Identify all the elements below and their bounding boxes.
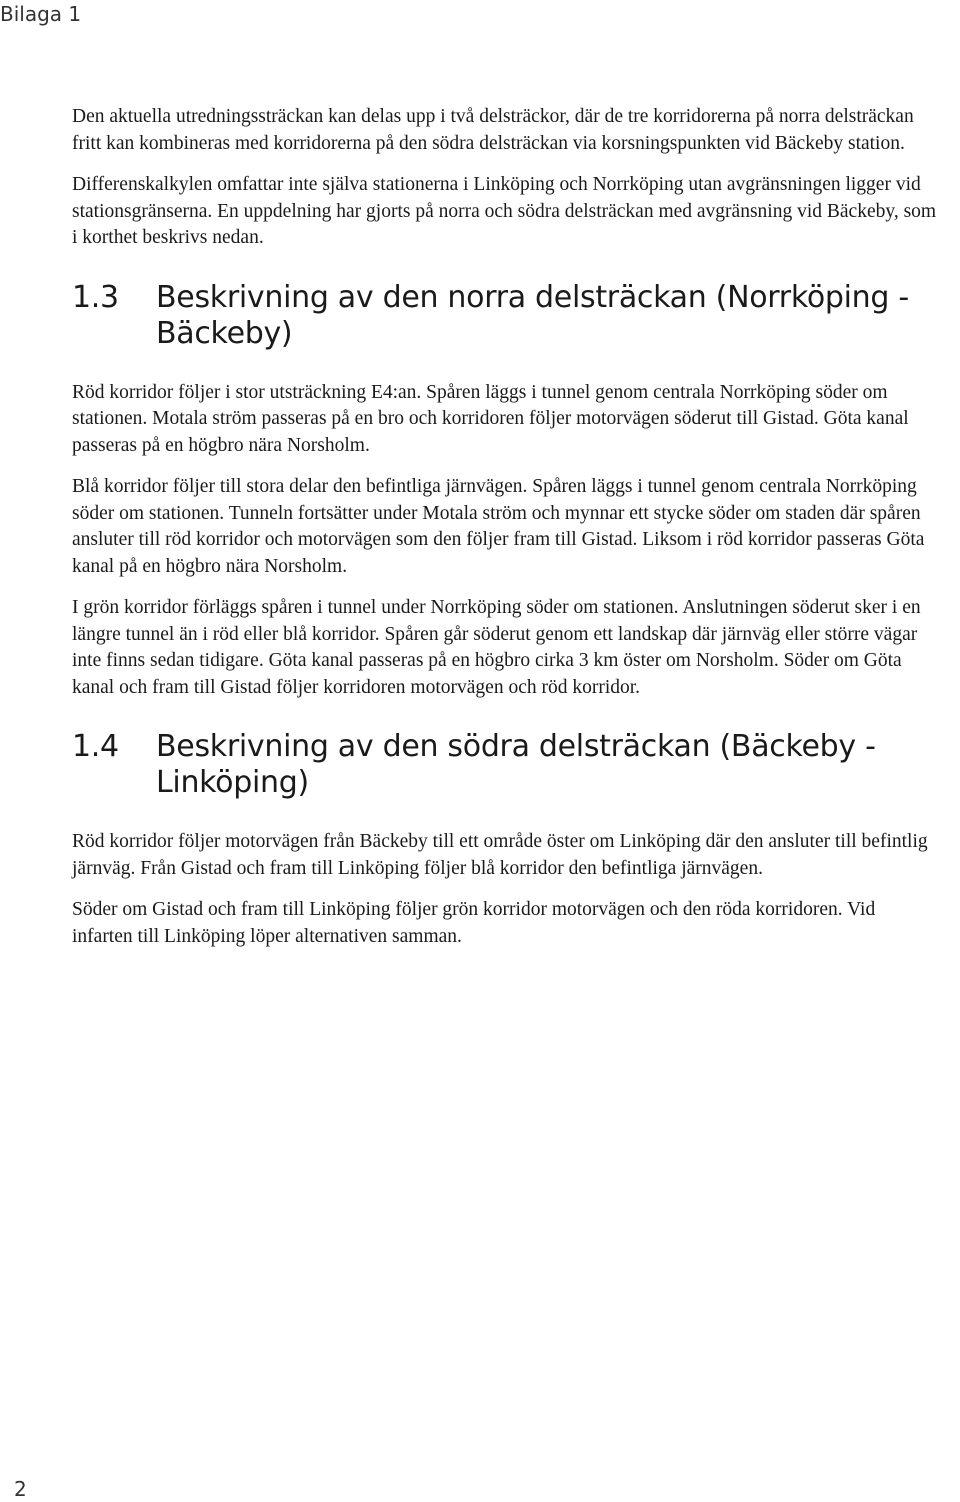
blue-corridor-paragraph: Blå korridor följer till stora delar den befintliga järnvägen. Spåren läggs i tunnel genom centrala Norrköping söder om stationen. Tunneln fortsätter under Motala ström och mynnar ett stycke söder om staden där spåren ansluter till röd korridor och motorvägen som den följer fram till Gistad. Liksom i röd korridor passeras Göta kanal på en högbro nära Norsholm. bbox=[72, 476, 925, 577]
intro-paragraph-2: Differenskalkylen omfattar inte själva stationerna i Linköping och Norrköping utan avgränsningen ligger vid stationsgränserna. En uppdelning har gjorts på norra och södra delsträckan med avgränsning vid Bäckeby, som i korthet beskrivs nedan. bbox=[72, 174, 937, 248]
green-corridor-paragraph: I grön korridor förläggs spåren i tunnel under Norrköping söder om stationen. Anslutningen söderut sker i en längre tunnel än i röd eller blå korridor. Spåren går söderut genom ett landskap där järnväg eller större vägar inte finns sedan tidigare. Göta kanal passeras på en högbro cirka 3 km öster om Norsholm. Söder om Göta kanal och fram till Gistad följer korridoren motorvägen och röd korridor. bbox=[72, 597, 921, 698]
section-south bbox=[72, 729, 940, 950]
section-title: Beskrivning av den södra delsträckan (Bäckeby - Linköping) bbox=[156, 729, 876, 800]
document-body bbox=[72, 104, 940, 965]
section-heading bbox=[72, 729, 940, 801]
section-number: 1.4 bbox=[72, 729, 119, 764]
page-number: 2 bbox=[14, 1477, 27, 1501]
section-north bbox=[72, 280, 940, 702]
intro-paragraph-1: Den aktuella utredningssträckan kan delas upp i två delsträckor, där de tre korridorerna på norra delsträckan fritt kan kombineras med korridorerna på den södra delsträckan via korsningspunkten vid Bäckeby station. bbox=[72, 106, 914, 154]
green-corridor-paragraph: Söder om Gistad och fram till Linköping följer grön korridor motorvägen och den röda korridoren. Vid infarten till Linköping löper alternativen samman. bbox=[72, 899, 876, 947]
red-blue-corridor-paragraph: Röd korridor följer motorvägen från Bäckeby till ett område öster om Linköping där den ansluter till befintlig järnväg. Från Gistad och fram till Linköping följer blå korridor den befintliga järnvägen. bbox=[72, 831, 928, 879]
appendix-label: Bilaga 1 bbox=[0, 2, 82, 26]
red-corridor-paragraph: Röd korridor följer i stor utsträckning E4:an. Spåren läggs i tunnel genom centrala Norrköping söder om stationen. Motala ström passeras på en bro och korridoren följer motorvägen söderut till Gistad. Göta kanal passeras på en högbro nära Norsholm. bbox=[72, 381, 909, 456]
section-number: 1.3 bbox=[72, 279, 119, 315]
section-title: Beskrivning av den norra delsträckan (Norrköping - Bäckeby) bbox=[156, 279, 909, 351]
section-heading bbox=[72, 280, 940, 352]
